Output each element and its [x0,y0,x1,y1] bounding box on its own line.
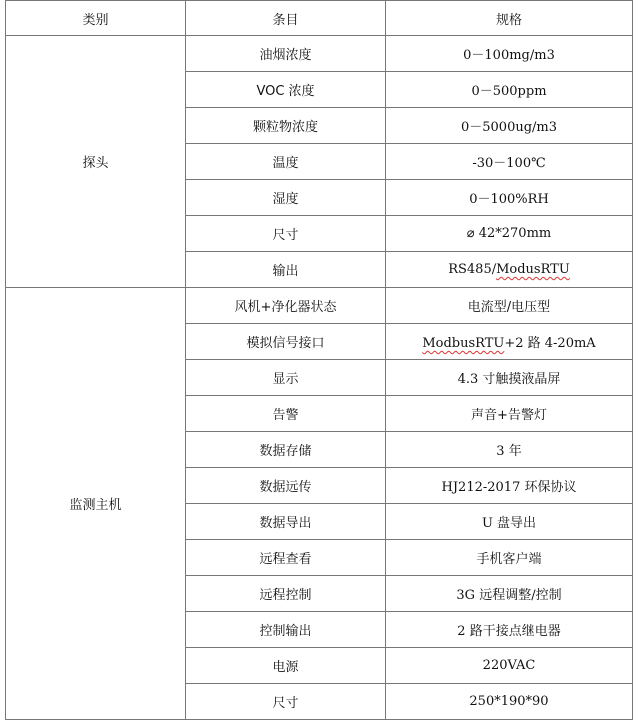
spec-cell: 0－100%RH [386,180,633,216]
spec-cell [386,324,633,360]
item-cell: 湿度 [186,180,386,216]
item-cell: VOC 浓度 [186,72,386,108]
header-item: 条目 [186,1,386,36]
item-cell: 模拟信号接口 [186,324,386,360]
spec-prefix: RS485/ [448,262,497,277]
item-cell: 远程查看 [186,540,386,576]
item-cell: 尺寸 [186,684,386,720]
item-cell: 颗粒物浓度 [186,108,386,144]
item-cell: 尺寸 [186,216,386,252]
spec-cell: HJ212-2017 环保协议 [386,468,633,504]
spec-cell: 3G 远程调整/控制 [386,576,633,612]
spec-table [5,0,633,720]
spec-cell: 0－5000ug/m3 [386,108,633,144]
spec-cell: 电流型/电压型 [386,288,633,324]
item-cell: 远程控制 [186,576,386,612]
category-cell-host: 监测主机 [6,288,186,720]
item-cell: 电源 [186,648,386,684]
spec-suffix: +2 路 4-20mA [504,336,596,351]
spec-cell: ⌀ 42*270mm [386,216,633,252]
spec-cell: 3 年 [386,432,633,468]
spec-cell: -30－100℃ [386,144,633,180]
spec-cell: 手机客户端 [386,540,633,576]
item-cell: 数据导出 [186,504,386,540]
category-cell-probe: 探头 [6,36,186,288]
item-cell: 风机+净化器状态 [186,288,386,324]
spellcheck-flagged-text: ModusRTU [496,262,570,277]
item-cell: 显示 [186,360,386,396]
header-row [6,1,633,36]
item-cell: 数据存储 [186,432,386,468]
item-cell: 温度 [186,144,386,180]
table-row [6,288,633,324]
spec-cell: 250*190*90 [386,684,633,720]
spellcheck-flagged-text: ModbusRTU [422,336,505,351]
spec-cell: U 盘导出 [386,504,633,540]
table-row [6,36,633,72]
header-spec: 规格 [386,1,633,36]
spec-cell: 220VAC [386,648,633,684]
header-category: 类别 [6,1,186,36]
item-cell: 告警 [186,396,386,432]
spec-cell: 2 路干接点继电器 [386,612,633,648]
item-cell: 数据远传 [186,468,386,504]
item-cell: 油烟浓度 [186,36,386,72]
spec-cell: 声音+告警灯 [386,396,633,432]
item-cell: 控制输出 [186,612,386,648]
spec-cell [386,252,633,288]
spec-cell: 4.3 寸触摸液晶屏 [386,360,633,396]
spec-cell: 0－100mg/m3 [386,36,633,72]
item-cell: 输出 [186,252,386,288]
spec-cell: 0－500ppm [386,72,633,108]
